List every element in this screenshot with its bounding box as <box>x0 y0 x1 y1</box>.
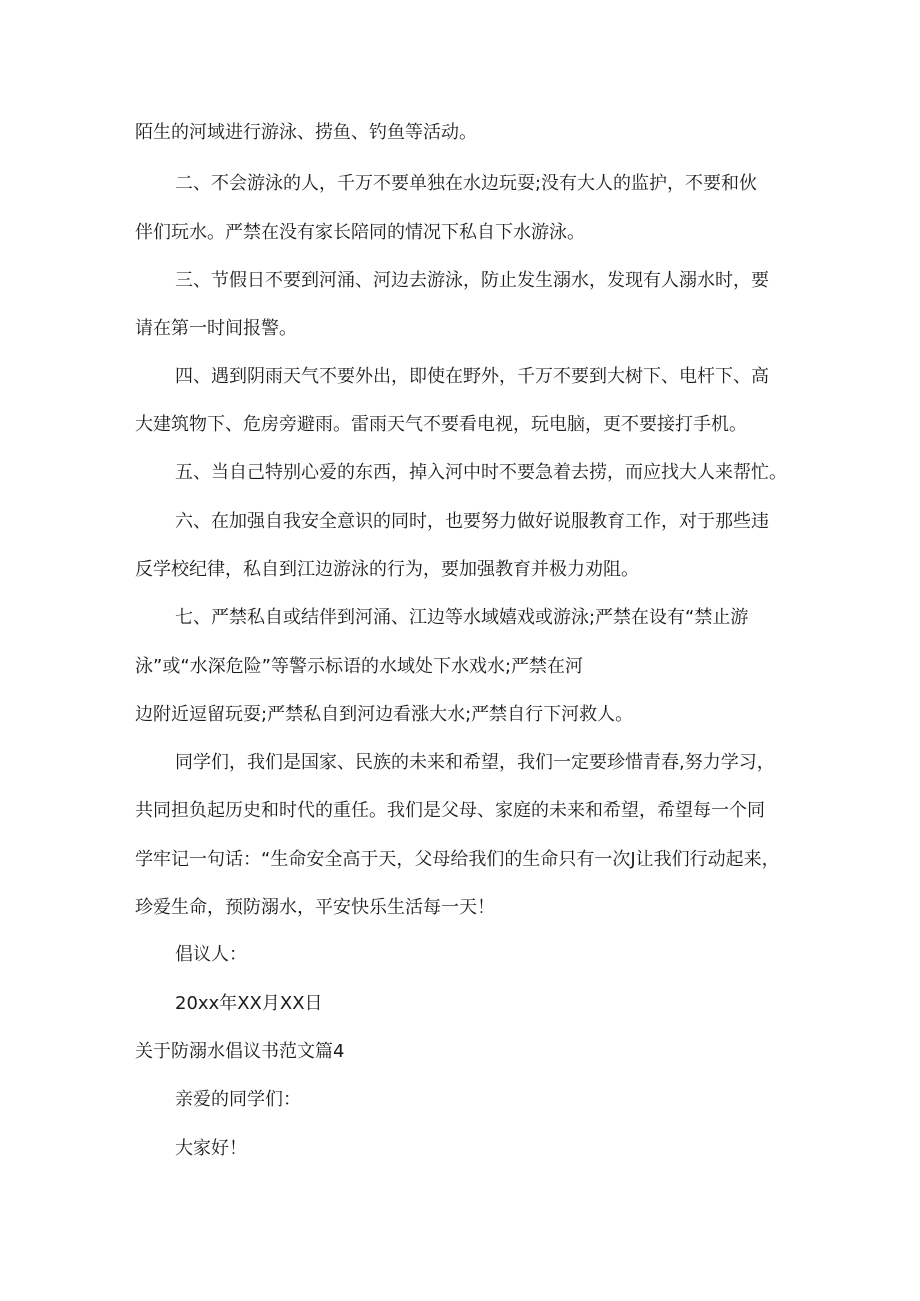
paragraph-line: 二、不会游泳的人，千万不要单独在水边玩耍;没有大人的监护，不要和伙 <box>175 173 758 194</box>
section-heading: 关于防溺水倡议书范文篇4 <box>135 1041 345 1062</box>
paragraph-line: 六、在加强自我安全意识的同时，也要努力做好说服教育工作，对于那些违 <box>175 511 769 532</box>
paragraph-line: 泳”或“水深危险”等警示标语的水域处下水戏水;严禁在河 <box>135 656 584 677</box>
date-line: 20xx年XX月XX日 <box>175 993 323 1014</box>
paragraph-line: 学牢记一句话：“生命安全高于天，父母给我们的生命只有一次J让我们行动起来， <box>135 849 780 870</box>
paragraph-line: 伴们玩水。严禁在没有家长陪同的情况下私自下水游泳。 <box>135 222 585 243</box>
paragraph-line: 边附近逗留玩耍;严禁私自到河边看涨大水;严禁自行下河救人。 <box>135 704 634 725</box>
paragraph-line: 大建筑物下、危房旁避雨。雷雨天气不要看电视，玩电脑，更不要接打手机。 <box>135 414 747 435</box>
signature-label: 倡议人： <box>175 944 247 965</box>
paragraph-line: 七、严禁私自或结伴到河涌、江边等水域嬉戏或游泳;严禁在设有“禁止游 <box>175 607 749 628</box>
paragraph-line: 反学校纪律，私自到江边游泳的行为，要加强教育并极力劝阻。 <box>135 559 639 580</box>
greeting: 大家好！ <box>175 1138 247 1159</box>
paragraph-line: 陌生的河域进行游泳、捞鱼、钓鱼等活动。 <box>135 122 477 143</box>
paragraph-line: 四、遇到阴雨天气不要外出，即使在野外，千万不要到大树下、电杆下、高 <box>175 366 769 387</box>
paragraph-line: 五、当自己特别心爱的东西，掉入河中时不要急着去捞，而应找大人来帮忙。 <box>175 462 787 483</box>
salutation: 亲爱的同学们： <box>175 1089 301 1110</box>
paragraph-line: 珍爱生命，预防溺水，平安快乐生活每一天！ <box>135 897 495 918</box>
paragraph-line: 三、节假日不要到河涌、河边去游泳，防止发生溺水，发现有人溺水时，要 <box>175 270 769 291</box>
paragraph-line: 同学们，我们是国家、民族的未来和希望，我们一定要珍惜青春,努力学习， <box>175 752 775 773</box>
paragraph-line: 请在第一时间报警。 <box>135 318 297 339</box>
paragraph-line: 共同担负起历史和时代的重任。我们是父母、家庭的未来和希望，希望每一个同 <box>135 800 765 821</box>
